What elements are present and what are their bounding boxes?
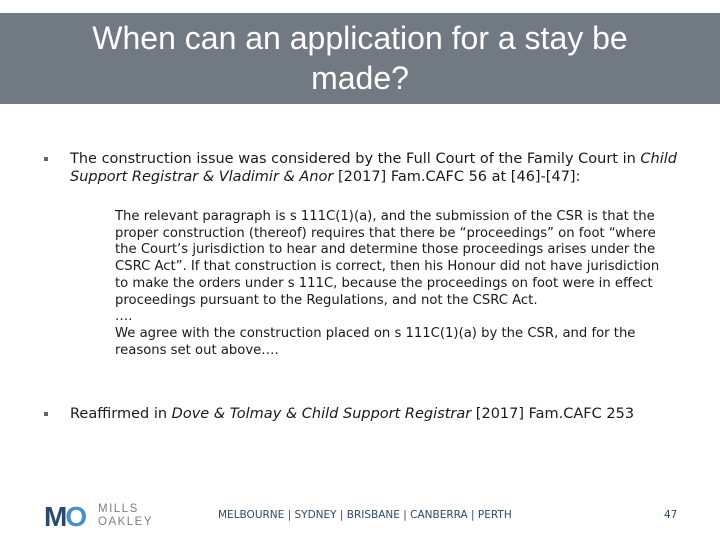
- slide-title-line-1: When can an application for a stay be: [92, 20, 628, 56]
- bullet-text-1: [70, 150, 690, 186]
- logo-word-mills: MILLS: [98, 503, 139, 515]
- quote-ellipsis: ….: [115, 309, 133, 325]
- quote-paragraph-2: We agree with the construction placed on s 111C(1)(a) by the CSR, and for the reasons set out above….: [115, 325, 636, 358]
- bullet-1-text-after: [2017] Fam.CAFC 56 at [46]-[47]:: [333, 169, 581, 185]
- bullet-2-text-before: Reaffirmed in: [70, 406, 172, 422]
- logo-word-oakley: OAKLEY: [98, 516, 154, 528]
- footer-office-locations: MELBOURNE | SYDNEY | BRISBANE | CANBERRA | PERTH: [218, 509, 512, 521]
- bullet-text-2: [70, 405, 690, 423]
- bullet-icon: [44, 412, 48, 416]
- quote-paragraph-1: The relevant paragraph is s 111C(1)(a), and the submission of the CSR is that the proper construction (thereof) requires that there be “proceedings” on foot “where the Court’s jurisdiction to hear and determine those proceedings arises under the CSRC Act”. If that construction is correct, then his Honour did not have jurisdiction to make the orders under s 111C, because the proceedings on foot were in effect proceedings pursuant to the Regulations, and not the CSRC Act.: [115, 209, 660, 308]
- mills-oakley-logo-mark: [44, 503, 85, 531]
- bullet-2-text-after: [2017] Fam.CAFC 253: [471, 406, 635, 422]
- bullet-2-case-name: Dove & Tolmay & Child Support Registrar: [171, 406, 472, 422]
- bullet-icon: [44, 157, 48, 161]
- quotation-block: [115, 209, 675, 359]
- slide-title-line-2: made?: [311, 60, 409, 96]
- slide-title: [0, 18, 720, 98]
- page-number: 47: [664, 509, 678, 521]
- bullet-1-case-name: Child Support Registrar & Vladimir & Anor: [70, 151, 677, 185]
- bullet-1-text-before: The construction issue was considered by the Full Court of the Family Court in: [70, 151, 641, 167]
- logo-letter-o: O: [65, 501, 86, 532]
- mills-oakley-logo-words: [98, 503, 153, 529]
- logo-letter-m: M: [44, 501, 66, 532]
